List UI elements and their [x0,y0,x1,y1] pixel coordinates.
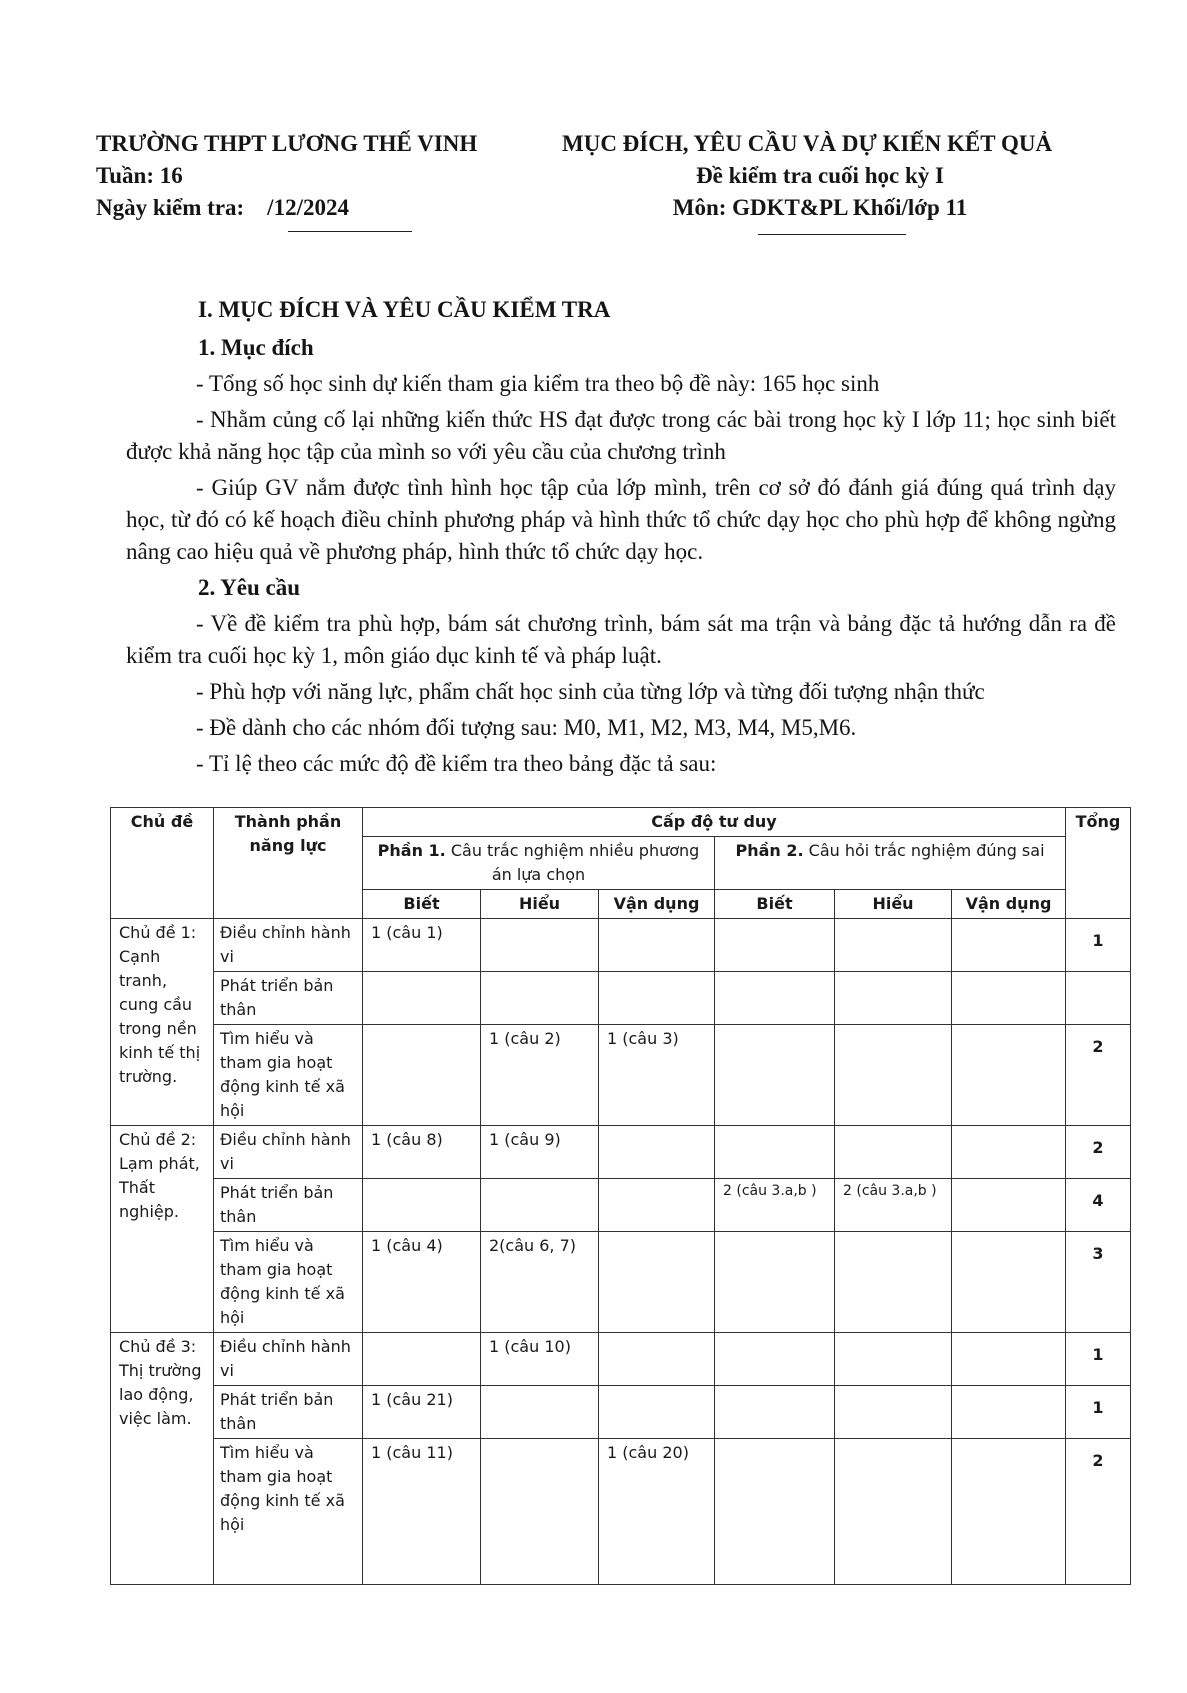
requirement-item: - Đề dành cho các nhóm đối tượng sau: M0, M1, M2, M3, M4, M5,M6. [196,715,857,740]
table-cell [715,972,835,1025]
competency-cell: Điều chỉnh hành vi [214,1126,363,1179]
table-cell [481,972,599,1025]
part1-label: Phần 1. [377,841,446,860]
table-cell [363,1179,481,1232]
table-cell [715,1232,835,1333]
header-competency: Thành phần năng lực [214,808,363,919]
table-cell [599,1126,715,1179]
total-cell: 3 [1066,1232,1131,1333]
table-row [111,1439,1131,1585]
header-topic: Chủ đề [111,808,214,919]
header-left [96,128,477,224]
table-cell [481,1439,599,1585]
header-left-underline [288,231,412,232]
table-cell [952,1333,1066,1386]
table-row [111,1025,1131,1126]
level-understand: Hiểu [835,890,952,919]
level-know: Biết [715,890,835,919]
table-cell: 2(câu 6, 7) [481,1232,599,1333]
topic-cell: Chủ đề 3: Thị trường lao động, việc làm. [111,1333,214,1585]
table-cell [952,1126,1066,1179]
requirement-item: - Về đề kiểm tra phù hợp, bám sát chương trình, bám sát ma trận và bảng đặc tả hướng dẫn ra đề kiểm tra cuối học kỳ 1, môn giáo dục kinh tế và pháp luật. [126,611,1116,668]
table-cell [835,1126,952,1179]
total-cell [1066,972,1131,1025]
requirement-heading: 2. Yêu cầu [198,575,301,600]
exam-name: Đề kiểm tra cuối học kỳ I [696,163,944,188]
table-cell: 1 (câu 9) [481,1126,599,1179]
competency-cell: Điều chỉnh hành vi [214,919,363,972]
purpose-item: - Nhằm củng cố lại những kiến thức HS đạt được trong các bài trong học kỳ I lớp 11; học sinh biết được khả năng học tập của mình so với yêu cầu của chương trình [126,407,1116,464]
table-cell [363,1333,481,1386]
table-cell [952,919,1066,972]
spec-table-wrapper [110,807,1131,1585]
total-cell: 1 [1066,1333,1131,1386]
purpose-title: MỤC ĐÍCH, YÊU CẦU VÀ DỰ KIẾN KẾT QUẢ [562,131,1053,156]
table-row [111,1232,1131,1333]
competency-cell: Điều chỉnh hành vi [214,1333,363,1386]
table-row [111,1179,1131,1232]
table-header-row [111,808,1131,837]
header-part2 [715,837,1066,890]
table-cell [952,1179,1066,1232]
table-cell [835,1386,952,1439]
purpose-heading: 1. Mục đích [198,335,314,360]
total-cell: 1 [1066,1386,1131,1439]
table-cell [481,1179,599,1232]
table-cell [715,1439,835,1585]
part2-label: Phần 2. [735,841,804,860]
competency-cell: Tìm hiểu và tham gia hoạt động kinh tế xã hội [214,1439,363,1585]
table-cell [715,1025,835,1126]
topic-cell: Chủ đề 1: Cạnh tranh, cung cầu trong nền kinh tế thị trường. [111,919,214,1126]
table-row [111,1386,1131,1439]
level-apply: Vận dụng [952,890,1066,919]
table-cell [835,1232,952,1333]
requirement-item: - Phù hợp với năng lực, phẩm chất học sinh của từng lớp và từng đối tượng nhận thức [196,679,985,704]
table-cell [599,1333,715,1386]
table-cell [363,1025,481,1126]
table-cell [481,919,599,972]
competency-cell: Phát triển bản thân [214,1179,363,1232]
total-cell: 2 [1066,1439,1131,1585]
spec-table [110,807,1131,1585]
table-cell [599,1232,715,1333]
table-cell: 1 (câu 3) [599,1025,715,1126]
level-know: Biết [363,890,481,919]
table-cell [715,1126,835,1179]
purpose-item: - Giúp GV nắm được tình hình học tập của lớp mình, trên cơ sở đó đánh giá đúng quá trình dạy học, từ đó có kế hoạch điều chỉnh phương pháp và hình thức tổ chức dạy học cho phù hợp để không ngừng nâng cao hiệu quả về phương pháp, hình thức tổ chức dạy học. [126,475,1116,564]
table-cell: 2 (câu 3.a,b ) [835,1179,952,1232]
part2-text: Câu hỏi trắc nghiệm đúng sai [803,841,1045,860]
table-cell: 2 (câu 3.a,b ) [715,1179,835,1232]
document-body [126,294,1116,784]
total-cell: 1 [1066,919,1131,972]
topic-cell: Chủ đề 2: Lạm phát, Thất nghiệp. [111,1126,214,1333]
table-cell [715,1386,835,1439]
competency-cell: Phát triển bản thân [214,972,363,1025]
part1-text: Câu trắc nghiệm nhiều phương án lựa chọn [445,841,700,884]
table-row [111,972,1131,1025]
table-cell: 1 (câu 4) [363,1232,481,1333]
table-cell [715,919,835,972]
table-cell [599,1179,715,1232]
competency-cell: Tìm hiểu và tham gia hoạt động kinh tế xã hội [214,1025,363,1126]
table-cell [952,972,1066,1025]
table-cell [835,919,952,972]
purpose-item: - Tổng số học sinh dự kiến tham gia kiểm tra theo bộ đề này: 165 học sinh [196,371,880,396]
table-cell [835,1439,952,1585]
table-cell [481,1386,599,1439]
total-cell: 2 [1066,1126,1131,1179]
table-cell: 1 (câu 11) [363,1439,481,1585]
competency-cell: Phát triển bản thân [214,1386,363,1439]
header-part1 [363,837,715,890]
table-cell: 1 (câu 1) [363,919,481,972]
section-title: I. MỤC ĐÍCH VÀ YÊU CẦU KIỂM TRA [198,297,611,322]
header-right-underline [758,234,906,235]
subject-label: Môn: GDKT&PL Khối/lớp 11 [672,195,968,220]
exam-date: Ngày kiểm tra: /12/2024 [96,195,349,220]
table-cell [599,972,715,1025]
table-cell [363,972,481,1025]
header-level: Cấp độ tư duy [363,808,1066,837]
table-row [111,1126,1131,1179]
table-cell [952,1439,1066,1585]
table-cell [715,1333,835,1386]
level-apply: Vận dụng [599,890,715,919]
table-cell [599,1386,715,1439]
table-cell [835,1333,952,1386]
table-cell: 1 (câu 21) [363,1386,481,1439]
table-cell: 1 (câu 8) [363,1126,481,1179]
total-cell: 4 [1066,1179,1131,1232]
table-cell [952,1232,1066,1333]
total-cell: 2 [1066,1025,1131,1126]
table-cell: 1 (câu 20) [599,1439,715,1585]
header-total: Tổng [1066,808,1131,919]
table-cell [599,919,715,972]
week-label: Tuần: 16 [96,163,183,188]
header-right [550,128,1090,224]
school-name: TRƯỜNG THPT LƯƠNG THẾ VINH [96,131,478,156]
table-row [111,919,1131,972]
competency-cell: Tìm hiểu và tham gia hoạt động kinh tế xã hội [214,1232,363,1333]
level-understand: Hiểu [481,890,599,919]
table-cell [835,1025,952,1126]
table-cell [835,972,952,1025]
table-cell [952,1025,1066,1126]
table-cell: 1 (câu 10) [481,1333,599,1386]
table-cell: 1 (câu 2) [481,1025,599,1126]
table-row [111,1333,1131,1386]
table-cell [952,1386,1066,1439]
requirement-item: - Tỉ lệ theo các mức độ đề kiểm tra theo bảng đặc tả sau: [196,751,717,776]
